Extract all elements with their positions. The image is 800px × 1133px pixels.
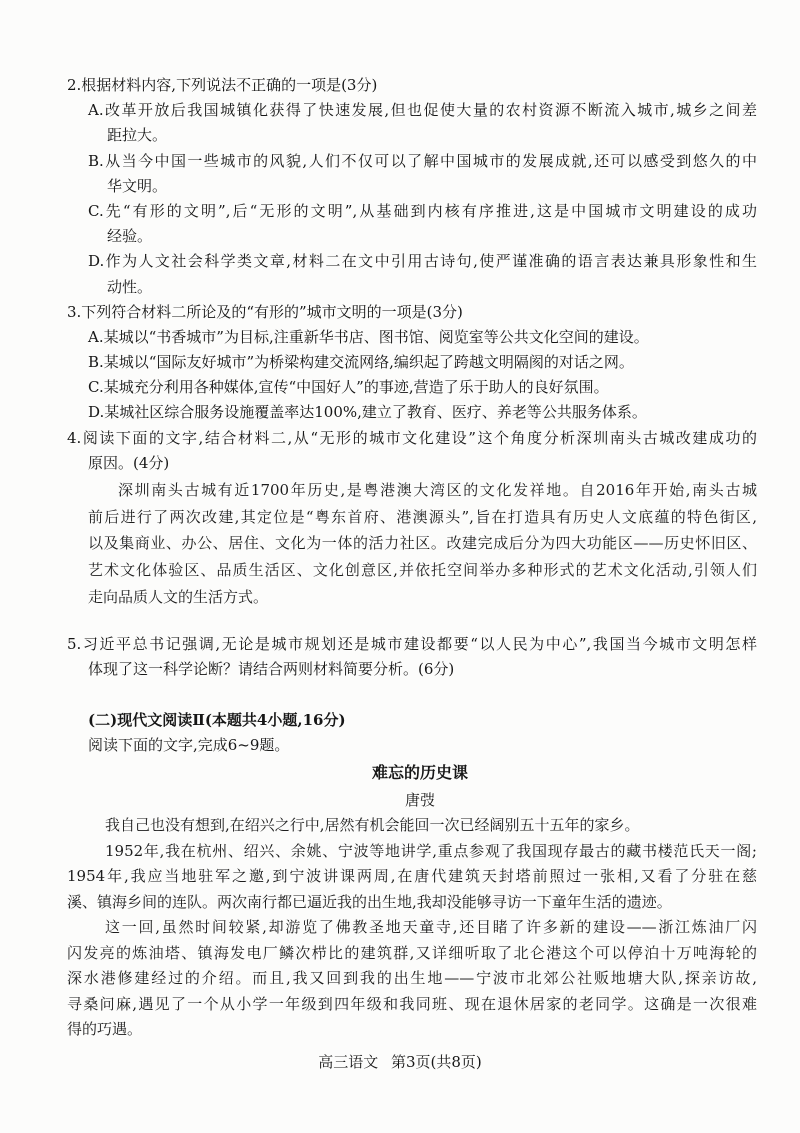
article-paragraph [67, 839, 757, 916]
question-5-stem: 5.习近平总书记强调,无论是城市规划还是城市建设都要“以人民为中心”,我国当今城市文明怎样 [67, 635, 757, 653]
question-3-option-c: C.某城充分利用各种媒体,宣传“中国好人”的事迹,营造了乐于助人的良好氛围。 [88, 378, 609, 397]
passage-line: 深圳南头古城有近1700年历史,是粤港澳大湾区的文化发祥地。自2016年开始,南头古城 [118, 481, 757, 499]
article-line: 寻桑问麻,遇见了一个从小学一年级到四年级和我同班、现在退休居家的老同学。这确是一次很难 [67, 994, 757, 1013]
article-line: 深水港修建经过的介绍。而且,我又回到我的出生地——宁波市北郊公社贩地塘大队,探亲访故, [67, 969, 757, 987]
question-4-stem: 4.阅读下面的文字,结合材料二,从“无形的城市文化建设”这个角度分析深圳南头古城改建成功的 [67, 428, 757, 447]
article-line: 溪、镇海乡间的连队。两次南行都已逼近我的出生地,我却没能够寻访一下童年生活的遗迹。 [67, 892, 672, 911]
question-3-option-a: A.某城以“书香城市”为目标,注重新华书店、图书馆、阅览室等公共文化空间的建设。 [88, 327, 649, 346]
article-line: 我自己也没有想到,在绍兴之行中,居然有机会能回一次已经阔别五十五年的家乡。 [105, 816, 640, 834]
question-2-stem: 2.根据材料内容,下列说法不正确的一项是(3分) [67, 76, 378, 94]
question-3-option-d: D.某城社区综合服务设施覆盖率达100%,建立了教育、医疗、养老等公共服务体系。 [88, 403, 647, 422]
question-2-option-a [67, 98, 757, 148]
section-title: (二)现代文阅读Ⅱ(本题共4小题,16分) [88, 711, 346, 729]
option-text: A.改革开放后我国城镇化获得了快速发展,但也促使大量的农村资源不断流入城市,城乡之间差 [88, 101, 757, 120]
option-text-continued: 动性。 [107, 277, 153, 296]
option-text-continued: 距拉大。 [107, 126, 168, 145]
question-4 [67, 426, 757, 476]
question-5-stem-continued: 体现了这一科学论断？请结合两则材料简要分析。(6分) [88, 660, 455, 678]
question-2-option-d [67, 249, 757, 299]
question-3 [67, 300, 757, 426]
question-4-passage [88, 477, 757, 610]
page-footer: 高三语文 第3页(共8页) [318, 1053, 482, 1071]
article-line: 闪发亮的炼油塔、镇海发电厂鳞次栉比的建筑群,又详细听取了北仑港这个可以停泊十万吨海轮的 [67, 943, 757, 962]
passage-line: 前后进行了两次改建,其定位是“粤东首府、港澳源头”,旨在打造具有历史人文底蕴的特色街区, [88, 507, 757, 526]
article-author: 唐弢 [404, 791, 435, 809]
question-2-option-b [67, 149, 757, 199]
article-paragraph [67, 813, 757, 839]
passage-line: 以及集商业、办公、居住、文化为一体的活力社区。改建完成后分为四大功能区——历史怀旧区、 [88, 534, 757, 553]
article-title: 难忘的历史课 [371, 763, 468, 782]
question-2-option-c [67, 199, 757, 249]
option-text: B.从当今中国一些城市的风貌,人们不仅可以了解中国城市的发展成就,还可以感受到悠久的中 [88, 151, 757, 170]
question-5 [67, 632, 757, 682]
article-line: 1952年,我在杭州、绍兴、余姚、宁波等地讲学,重点参观了我国现存最古的藏书楼范氏天一阁; [105, 841, 757, 860]
option-text-continued: 华文明。 [107, 176, 168, 195]
passage-line: 艺术文化体验区、品质生活区、文化创意区,并依托空间举办多种形式的艺术文化活动,引领人们 [88, 561, 757, 580]
question-2 [67, 73, 757, 300]
article-body [67, 813, 757, 1043]
question-3-option-b: B.某城以“国际友好城市”为桥梁构建交流网络,编织起了跨越文明隔阂的对话之网。 [88, 353, 634, 372]
article-paragraph [67, 915, 757, 1043]
option-text: D.作为人文社会科学类文章,材料二在文中引用古诗句,使严谨准确的语言表达兼具形象性和生 [88, 252, 757, 271]
question-4-stem-continued: 原因。(4分) [88, 453, 170, 472]
article-line: 这一回,虽然时间较紧,却游览了佛教圣地天童寺,还目睹了许多新的建设——浙江炼油厂闪 [105, 918, 757, 936]
section-heading [88, 708, 757, 758]
option-text: C.先“有形的文明”,后“无形的文明”,从基础到内核有序推进,这是中国城市文明建设的成功 [88, 201, 757, 220]
section-instruction: 阅读下面的文字,完成6~9题。 [88, 736, 290, 754]
option-text-continued: 经验。 [107, 227, 153, 246]
article-line: 得的巧遇。 [67, 1020, 143, 1038]
question-3-stem: 3.下列符合材料二所论及的“有形的”城市文明的一项是(3分) [67, 302, 463, 321]
article-line: 1954年,我应当地驻军之邀,到宁波讲课两周,在唐代建筑天封塔前照过一张相,又看了分驻在慈 [67, 867, 757, 885]
questions-2-to-4 [67, 73, 757, 476]
passage-line: 走向品质人文的生活方式。 [88, 587, 269, 606]
